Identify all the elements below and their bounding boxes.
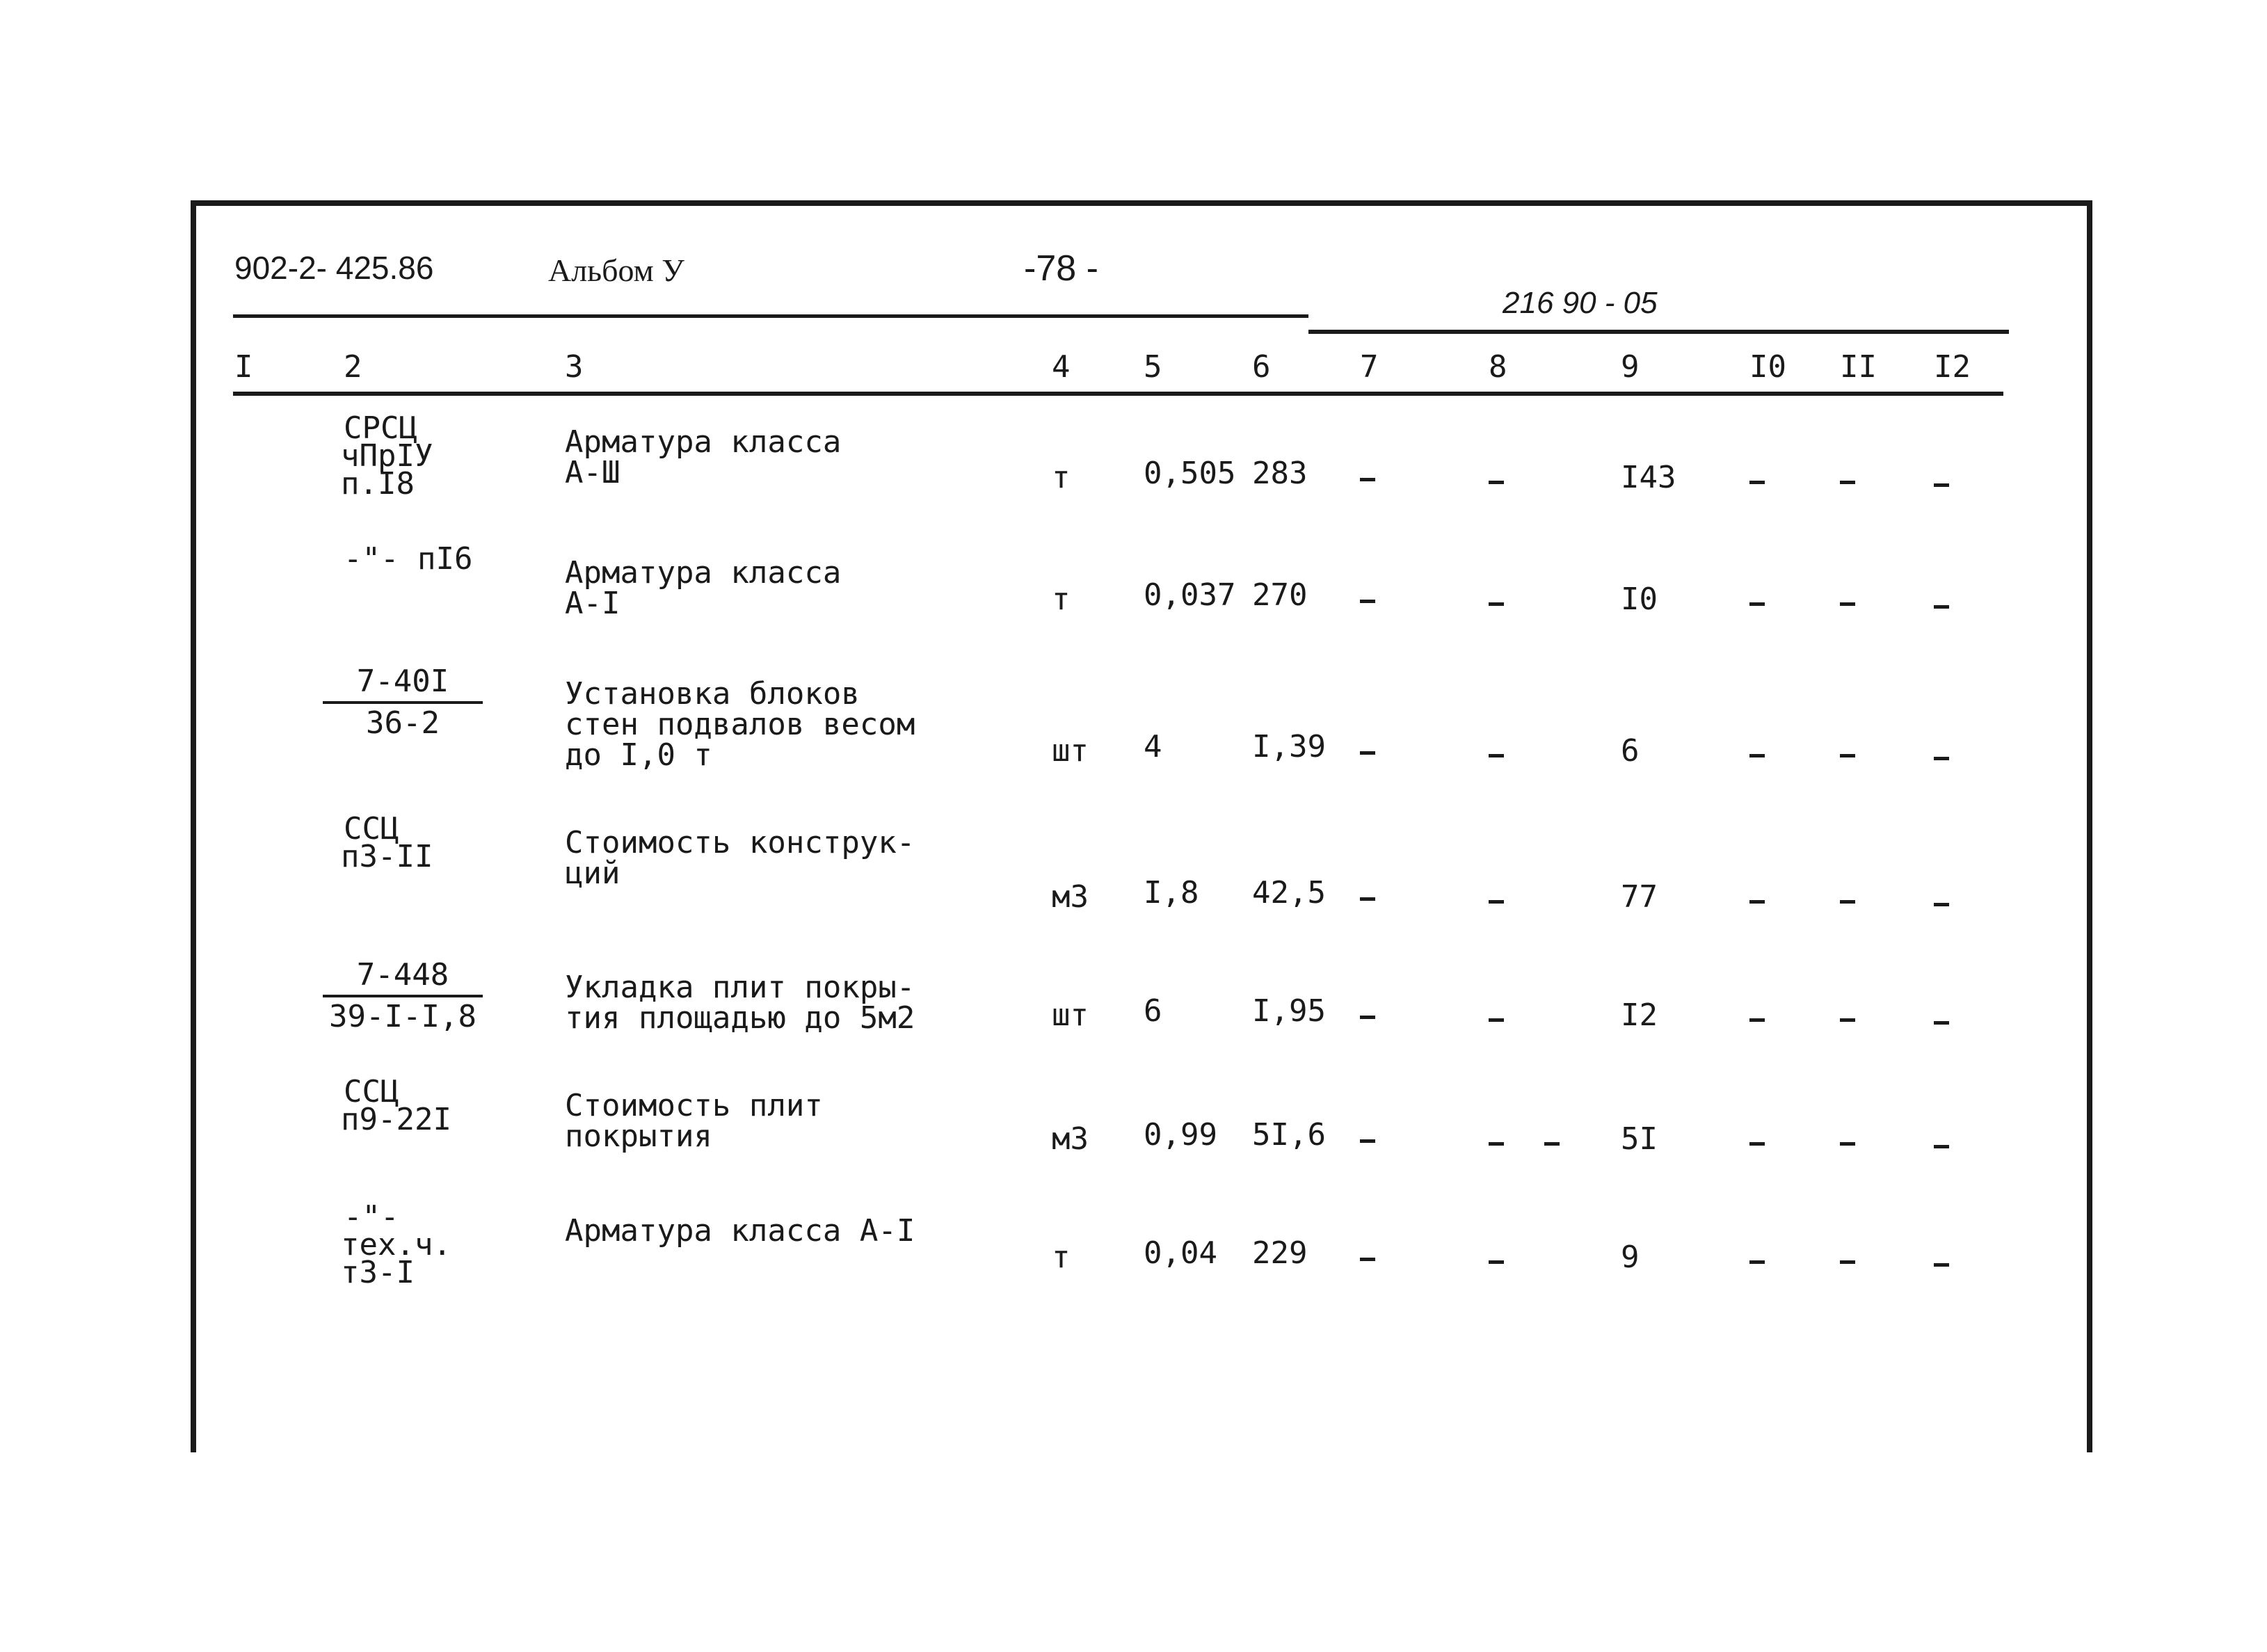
dash-mark: [1934, 757, 1949, 760]
unit-price-cell: 270: [1252, 577, 1308, 613]
dash-mark: [1360, 1016, 1375, 1019]
unit-price-cell: I,39: [1252, 729, 1326, 764]
total-cost-cell: I43: [1621, 460, 1676, 495]
dash-mark: [1934, 1021, 1949, 1025]
description-line: ций: [565, 856, 620, 891]
page-number: -78 -: [1024, 248, 1098, 289]
column-number: 2: [344, 349, 362, 385]
header-rule-right: [1308, 330, 2009, 334]
norm-code-line: чПрIУ: [341, 438, 433, 474]
dash-mark: [1840, 1142, 1855, 1146]
dash-mark: [1749, 1260, 1765, 1264]
description-line: Установка блоков: [565, 676, 860, 712]
dash-mark: [1489, 602, 1504, 606]
description-line: покрытия: [565, 1118, 712, 1154]
unit-price-cell: 283: [1252, 456, 1308, 491]
quantity-cell: I,8: [1144, 875, 1199, 911]
dash-mark: [1360, 600, 1375, 603]
dash-mark: [1360, 478, 1375, 481]
norm-code-line: п.I8: [341, 466, 415, 502]
norm-code-fraction: [323, 957, 483, 1034]
dash-mark: [1840, 1018, 1855, 1022]
document-frame: [191, 200, 2092, 1452]
dash-mark: [1544, 1142, 1560, 1146]
description-line: Укладка плит покры-: [565, 970, 915, 1005]
quantity-cell: 0,037: [1144, 577, 1236, 613]
unit-cell: м3: [1052, 1121, 1089, 1157]
total-cost-cell: I0: [1621, 582, 1658, 617]
norm-code-numerator: 7-448: [323, 960, 483, 997]
dash-mark: [1489, 1018, 1504, 1022]
dash-mark: [1840, 900, 1855, 904]
dash-mark: [1360, 1258, 1375, 1261]
quantity-cell: 6: [1144, 993, 1162, 1029]
unit-cell: шт: [1052, 733, 1089, 769]
column-header-rule: [233, 392, 2003, 396]
unit-price-cell: I,95: [1252, 993, 1326, 1029]
norm-code-line: п9-22I: [341, 1102, 451, 1137]
norm-code-line: ССЦ: [344, 811, 399, 847]
unit-cell: т: [1052, 582, 1071, 617]
column-number: I: [234, 349, 253, 385]
column-number: 4: [1052, 349, 1071, 385]
norm-code-line: ССЦ: [344, 1074, 399, 1109]
total-cost-cell: 5I: [1621, 1121, 1658, 1157]
norm-code-line: т3-I: [341, 1255, 415, 1290]
norm-code-numerator: 7-40I: [323, 666, 483, 704]
description-line: Стоимость конструк-: [565, 825, 915, 860]
unit-price-cell: 229: [1252, 1235, 1308, 1271]
dash-mark: [1749, 481, 1765, 484]
reference-number: 216 90 - 05: [1503, 286, 1658, 320]
column-number: 8: [1489, 349, 1507, 385]
document-code: 902-2- 425.86: [234, 250, 434, 286]
dash-mark: [1489, 1260, 1504, 1264]
total-cost-cell: 77: [1621, 879, 1658, 915]
dash-mark: [1840, 481, 1855, 484]
dash-mark: [1360, 1139, 1375, 1143]
unit-price-cell: 5I,6: [1252, 1117, 1326, 1153]
unit-cell: т: [1052, 1240, 1071, 1275]
dash-mark: [1749, 900, 1765, 904]
dash-mark: [1489, 900, 1504, 904]
dash-mark: [1360, 897, 1375, 901]
description-line: А-Ш: [565, 455, 620, 490]
dash-mark: [1934, 1263, 1949, 1267]
norm-code-line: СРСЦ: [344, 410, 417, 446]
column-number: 6: [1252, 349, 1271, 385]
total-cost-cell: 9: [1621, 1240, 1640, 1275]
dash-mark: [1840, 754, 1855, 757]
dash-mark: [1749, 602, 1765, 606]
dash-mark: [1934, 483, 1949, 487]
dash-mark: [1840, 1260, 1855, 1264]
dash-mark: [1934, 605, 1949, 609]
description-line: до I,0 т: [565, 737, 712, 773]
column-number: 5: [1144, 349, 1162, 385]
column-number: I0: [1749, 349, 1786, 385]
quantity-cell: 0,04: [1144, 1235, 1217, 1271]
description-line: Арматура класса А-I: [565, 1213, 915, 1249]
description-line: Арматура класса: [565, 555, 842, 591]
unit-cell: м3: [1052, 879, 1089, 915]
column-number: 9: [1621, 349, 1640, 385]
column-number: I2: [1934, 349, 1971, 385]
dash-mark: [1489, 481, 1504, 484]
quantity-cell: 4: [1144, 729, 1162, 764]
norm-code-line: -"-: [344, 1199, 399, 1235]
norm-code-denominator: 39-I-I,8: [329, 999, 476, 1034]
dash-mark: [1749, 754, 1765, 757]
unit-price-cell: 42,5: [1252, 875, 1326, 911]
quantity-cell: 0,505: [1144, 456, 1236, 491]
norm-code-line: -"- пI6: [344, 541, 473, 577]
norm-code-line: п3-II: [341, 839, 433, 874]
album-label: Альбом У: [548, 252, 684, 288]
header-rule: [233, 314, 1308, 318]
dash-mark: [1749, 1142, 1765, 1146]
norm-code-line: тех.ч.: [341, 1227, 451, 1262]
dash-mark: [1934, 903, 1949, 906]
total-cost-cell: 6: [1621, 733, 1640, 769]
unit-cell: шт: [1052, 997, 1089, 1033]
dash-mark: [1749, 1018, 1765, 1022]
unit-cell: т: [1052, 460, 1071, 495]
dash-mark: [1360, 751, 1375, 755]
description-line: Арматура класса: [565, 424, 842, 460]
column-number: 3: [565, 349, 584, 385]
column-number: II: [1840, 349, 1877, 385]
description-line: стен подвалов весом: [565, 707, 915, 742]
description-line: А-I: [565, 586, 620, 621]
total-cost-cell: I2: [1621, 997, 1658, 1033]
column-number: 7: [1360, 349, 1379, 385]
quantity-cell: 0,99: [1144, 1117, 1217, 1153]
dash-mark: [1840, 602, 1855, 606]
description-line: тия площадью до 5м2: [565, 1000, 915, 1036]
dash-mark: [1489, 754, 1504, 757]
description-line: Стоимость плит: [565, 1088, 823, 1123]
dash-mark: [1934, 1145, 1949, 1148]
norm-code-denominator: 36-2: [366, 705, 440, 741]
dash-mark: [1489, 1142, 1504, 1146]
norm-code-fraction: [323, 666, 483, 739]
